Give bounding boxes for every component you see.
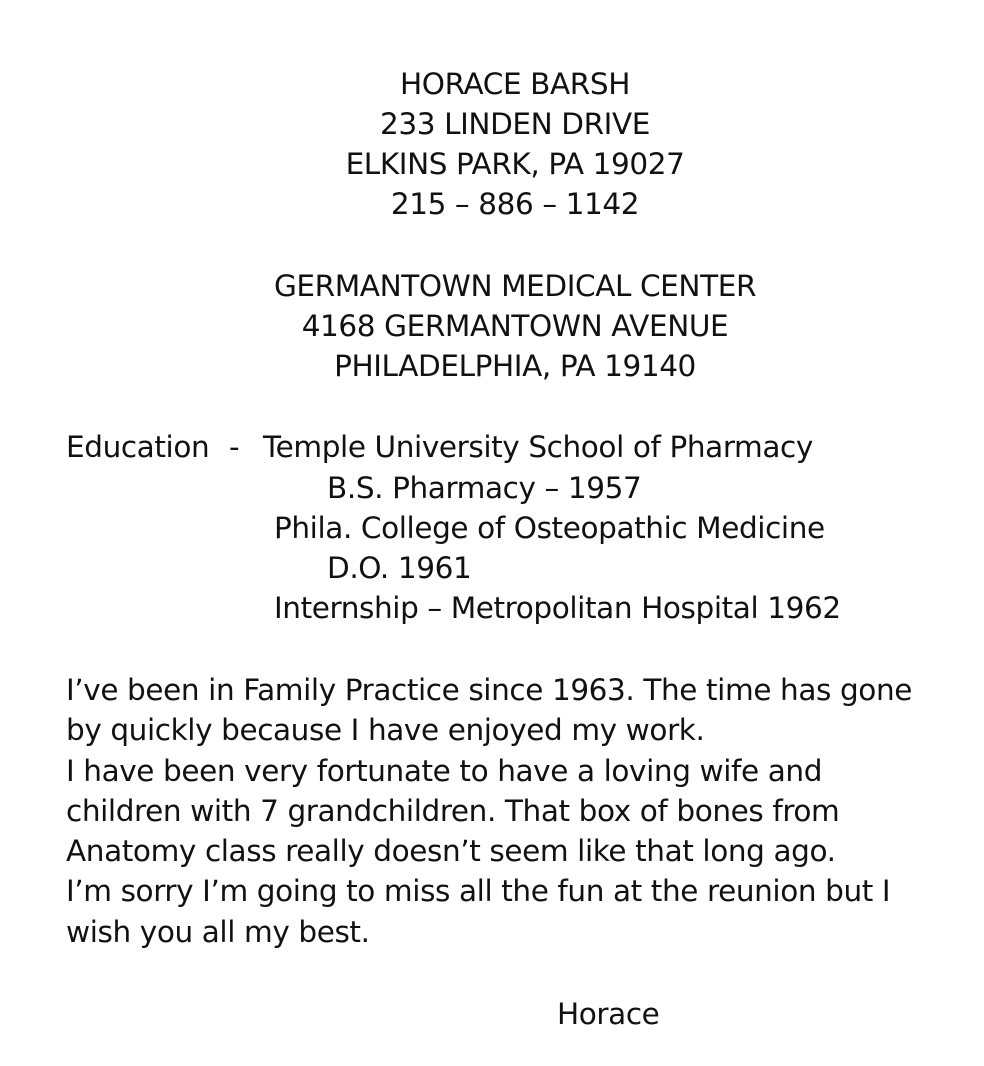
education-dash: - [229, 430, 240, 464]
message-line: I have been very fortunate to have a loving wife and [66, 754, 823, 788]
sender-street: 233 LINDEN DRIVE [379, 107, 651, 141]
sender-phone: 215 – 886 – 1142 [390, 187, 640, 221]
education-entry: Internship – Metropolitan Hospital 1962 [274, 591, 841, 625]
education-entry: Temple University School of Pharmacy [263, 430, 813, 464]
education-entry: D.O. 1961 [327, 551, 472, 585]
message-line: I’ve been in Family Practice since 1963. The time has gone [66, 673, 912, 707]
practice-name: GERMANTOWN MEDICAL CENTER [273, 269, 757, 303]
sender-name: HORACE BARSH [399, 67, 630, 101]
practice-city: PHILADELPHIA, PA 19140 [334, 349, 696, 383]
sender-city: ELKINS PARK, PA 19027 [345, 147, 685, 181]
signature: Horace [557, 997, 660, 1031]
education-label: Education [66, 430, 210, 464]
message-line: by quickly because I have enjoyed my work. [66, 713, 705, 747]
education-entry: Phila. College of Osteopathic Medicine [274, 511, 825, 545]
practice-street: 4168 GERMANTOWN AVENUE [301, 309, 729, 343]
message-line: wish you all my best. [66, 915, 370, 949]
education-entry: B.S. Pharmacy – 1957 [327, 471, 642, 505]
message-line: I’m sorry I’m going to miss all the fun at the reunion but I [66, 874, 891, 908]
message-line: children with 7 grandchildren. That box of bones from [66, 794, 840, 828]
message-line: Anatomy class really doesn’t seem like that long ago. [66, 834, 836, 868]
